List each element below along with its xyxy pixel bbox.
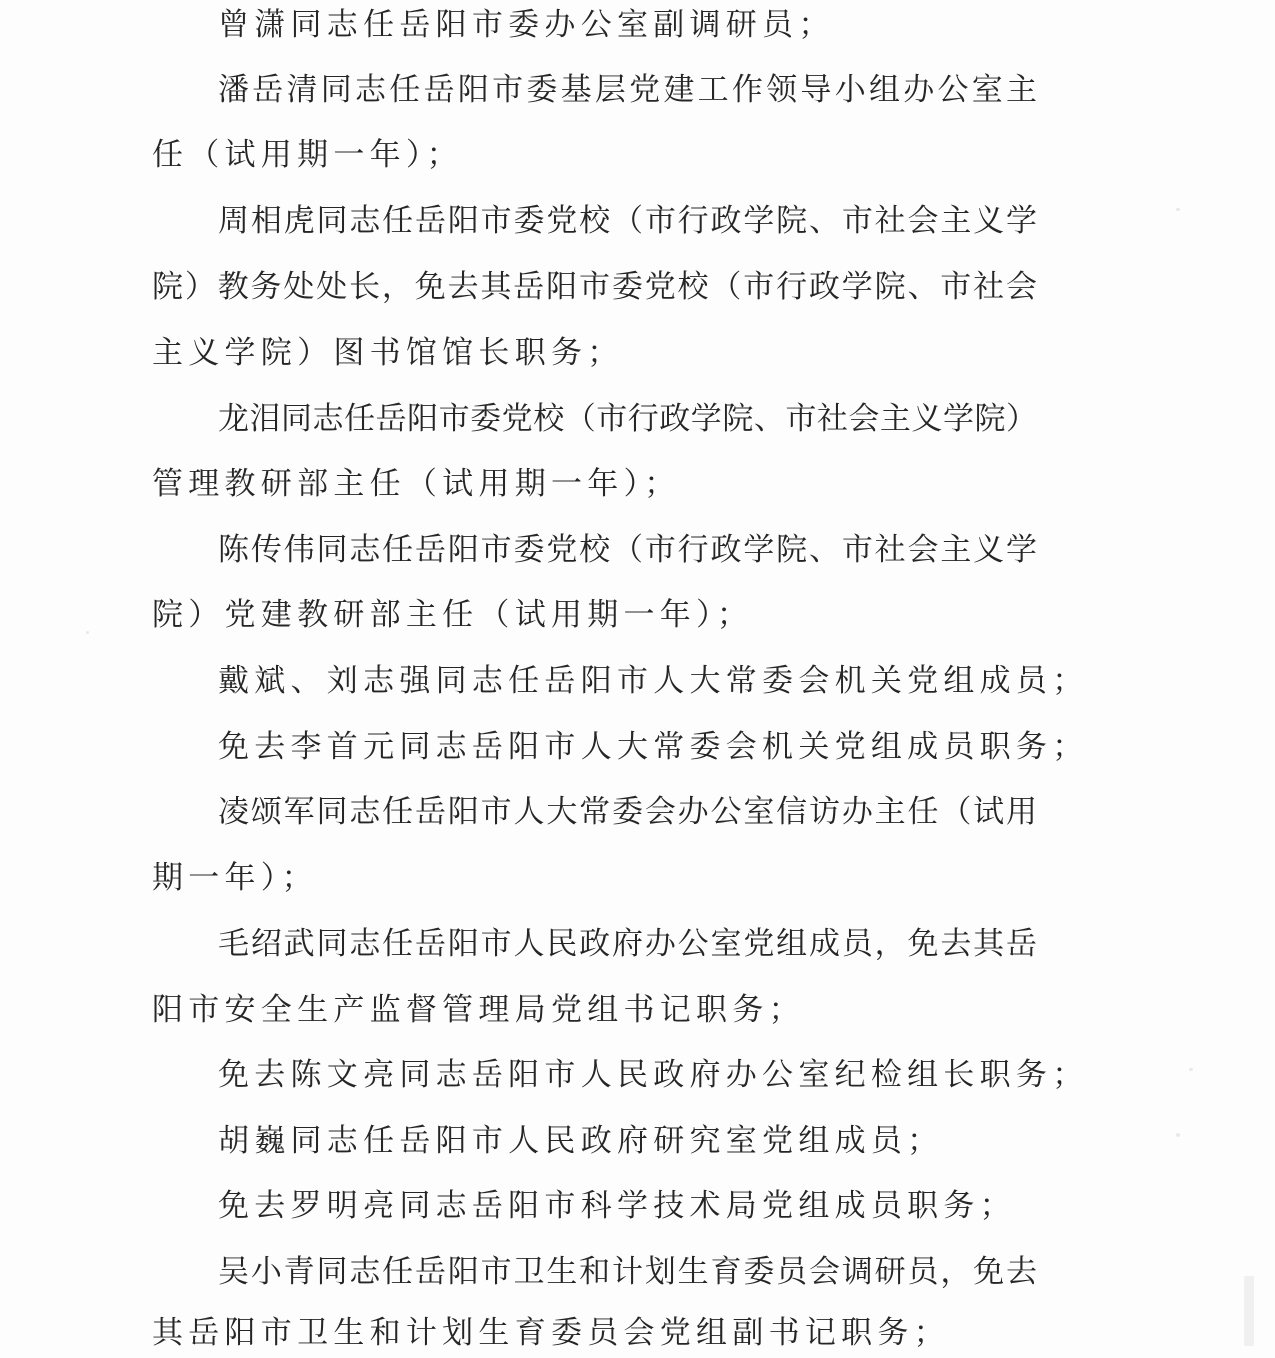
document-line: 凌颂军同志任岳阳市人大常委会办公室信访办主任（试用 [218, 794, 1037, 830]
document-line: 期一年）； [152, 860, 318, 896]
document-line: 免去陈文亮同志岳阳市人民政府办公室纪检组长职务； [218, 1057, 1089, 1093]
scan-speck [1176, 1133, 1180, 1137]
scan-speck [86, 631, 89, 634]
document-line: 吴小青同志任岳阳市卫生和计划生育委员会调研员，免去 [218, 1254, 1037, 1290]
scan-speck [1189, 1068, 1193, 1071]
document-line: 院）教务处处长，免去其岳阳市委党校（市行政学院、市社会 [152, 269, 1037, 305]
document-line: 陈传伟同志任岳阳市委党校（市行政学院、市社会主义学 [218, 532, 1037, 568]
document-line: 免去李首元同志岳阳市人大常委会机关党组成员职务； [218, 729, 1089, 765]
scan-speck [1176, 208, 1180, 211]
document-line: 其岳阳市卫生和计划生育委员会党组副书记职务； [152, 1315, 950, 1351]
document-line: 主义学院）图书馆馆长职务； [152, 335, 624, 371]
document-line: 曾潇同志任岳阳市委办公室副调研员； [218, 7, 835, 43]
document-line: 戴斌、刘志强同志任岳阳市人大常委会机关党组成员； [218, 663, 1089, 699]
document-line: 任（试用期一年）； [152, 137, 463, 173]
document-line: 管理教研部主任（试用期一年）； [152, 466, 681, 502]
document-line: 阳市安全生产监督管理局党组书记职务； [152, 992, 805, 1028]
document-line: 周相虎同志任岳阳市委党校（市行政学院、市社会主义学 [218, 203, 1037, 239]
document-line: 胡巍同志任岳阳市人民政府研究室党组成员； [218, 1123, 944, 1159]
document-line: 院）党建教研部主任（试用期一年）； [152, 597, 754, 633]
document-line: 潘岳清同志任岳阳市委基层党建工作领导小组办公室主 [218, 72, 1037, 108]
document-line: 免去罗明亮同志岳阳市科学技术局党组成员职务； [218, 1188, 1016, 1224]
document-line: 毛绍武同志任岳阳市人民政府办公室党组成员，免去其岳 [218, 926, 1037, 962]
scan-mark [1244, 1276, 1254, 1346]
document-line: 龙泪同志任岳阳市委党校（市行政学院、市社会主义学院） [218, 401, 1037, 437]
